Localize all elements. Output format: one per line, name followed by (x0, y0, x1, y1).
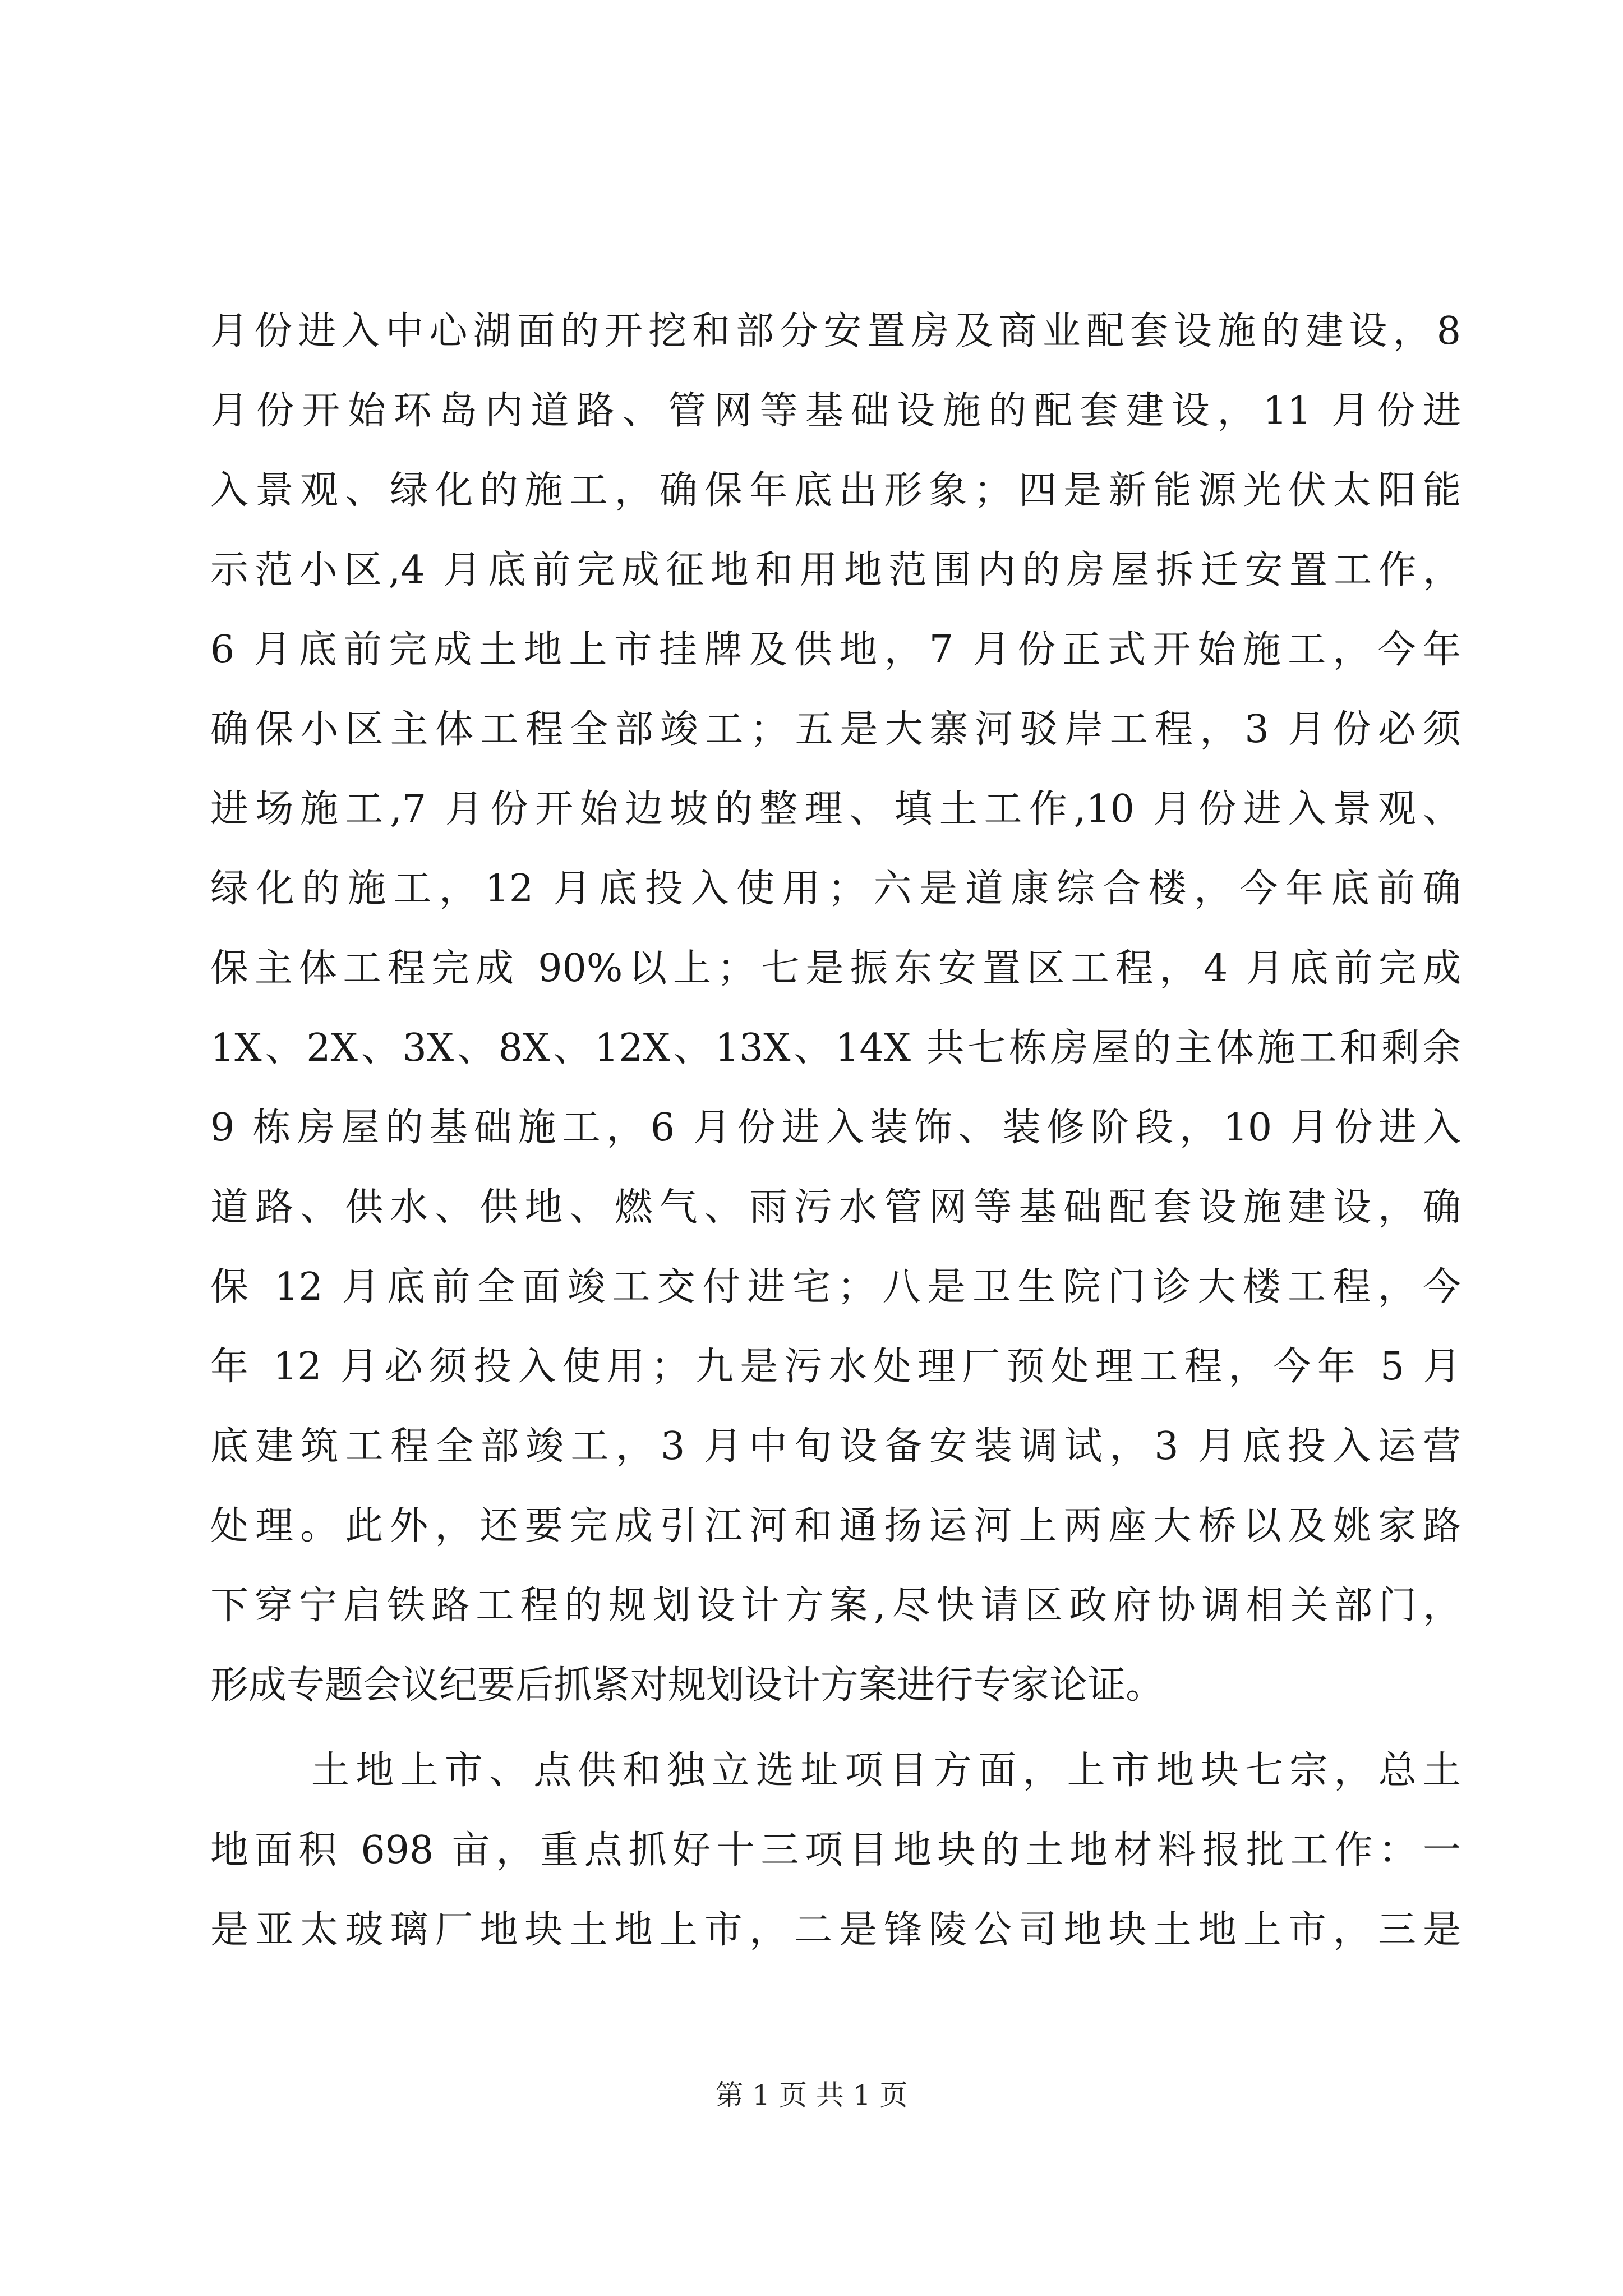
text-line: 是亚太玻璃厂地块土地上市，二是锋陵公司地块土地上市，三是 (210, 1908, 1461, 1952)
paragraph (210, 292, 1461, 1726)
document-body (210, 292, 1461, 1970)
text-line: 底建筑工程全部竣工，3 月中旬设备安装调试，3 月底投入运营 (210, 1424, 1461, 1469)
text-line: 6 月底前完成土地上市挂牌及供地，7 月份正式开始施工，今年 (210, 628, 1461, 672)
text-line: 保 12 月底前全面竣工交付进宅；八是卫生院门诊大楼工程，今 (210, 1265, 1461, 1309)
text-line: 月份进入中心湖面的开挖和部分安置房及商业配套设施的建设，8 (210, 309, 1461, 353)
text-line: 保主体工程完成 90%以上；七是振东安置区工程，4 月底前完成 (210, 946, 1461, 991)
page-number-label: 第 1 页 共 1 页 (715, 2079, 908, 2111)
paragraph-gap (210, 1726, 1461, 1731)
text-line: 下穿宁启铁路工程的规划设计方案,尽快请区政府协调相关部门， (210, 1584, 1461, 1628)
text-line: 绿化的施工，12 月底投入使用；六是道康综合楼，今年底前确 (210, 867, 1461, 911)
paragraph (210, 1731, 1461, 1970)
text-line: 确保小区主体工程全部竣工；五是大寨河驳岸工程，3 月份必须 (210, 707, 1461, 752)
page-footer (0, 2076, 1623, 2115)
text-line: 9 栋房屋的基础施工，6 月份进入装饰、装修阶段，10 月份进入 (210, 1106, 1461, 1150)
text-line: 进场施工,7 月份开始边坡的整理、填土工作,10 月份进入景观、 (210, 787, 1461, 831)
text-line: 月份开始环岛内道路、管网等基础设施的配套建设，11 月份进 (210, 389, 1461, 433)
text-line: 处理。此外，还要完成引江河和通扬运河上两座大桥以及姚家路 (210, 1504, 1461, 1548)
text-line: 形成专题会议纪要后抓紧对规划设计方案进行专家论证。 (210, 1663, 1164, 1708)
text-line: 年 12 月必须投入使用；九是污水处理厂预处理工程，今年 5 月 (210, 1345, 1461, 1389)
text-line: 示范小区,4 月底前完成征地和用地范围内的房屋拆迁安置工作， (210, 548, 1461, 592)
text-line: 土地上市、点供和独立选址项目方面，上市地块七宗，总土 (311, 1749, 1461, 1793)
text-line: 地面积 698 亩，重点抓好十三项目地块的土地材料报批工作：一 (210, 1828, 1461, 1872)
text-line: 道路、供水、供地、燃气、雨污水管网等基础配套设施建设，确 (210, 1185, 1461, 1230)
text-line: 1X、2X、3X、8X、12X、13X、14X 共七栋房屋的主体施工和剩余 (210, 1026, 1461, 1070)
text-line: 入景观、绿化的施工，确保年底出形象；四是新能源光伏太阳能 (210, 468, 1461, 513)
